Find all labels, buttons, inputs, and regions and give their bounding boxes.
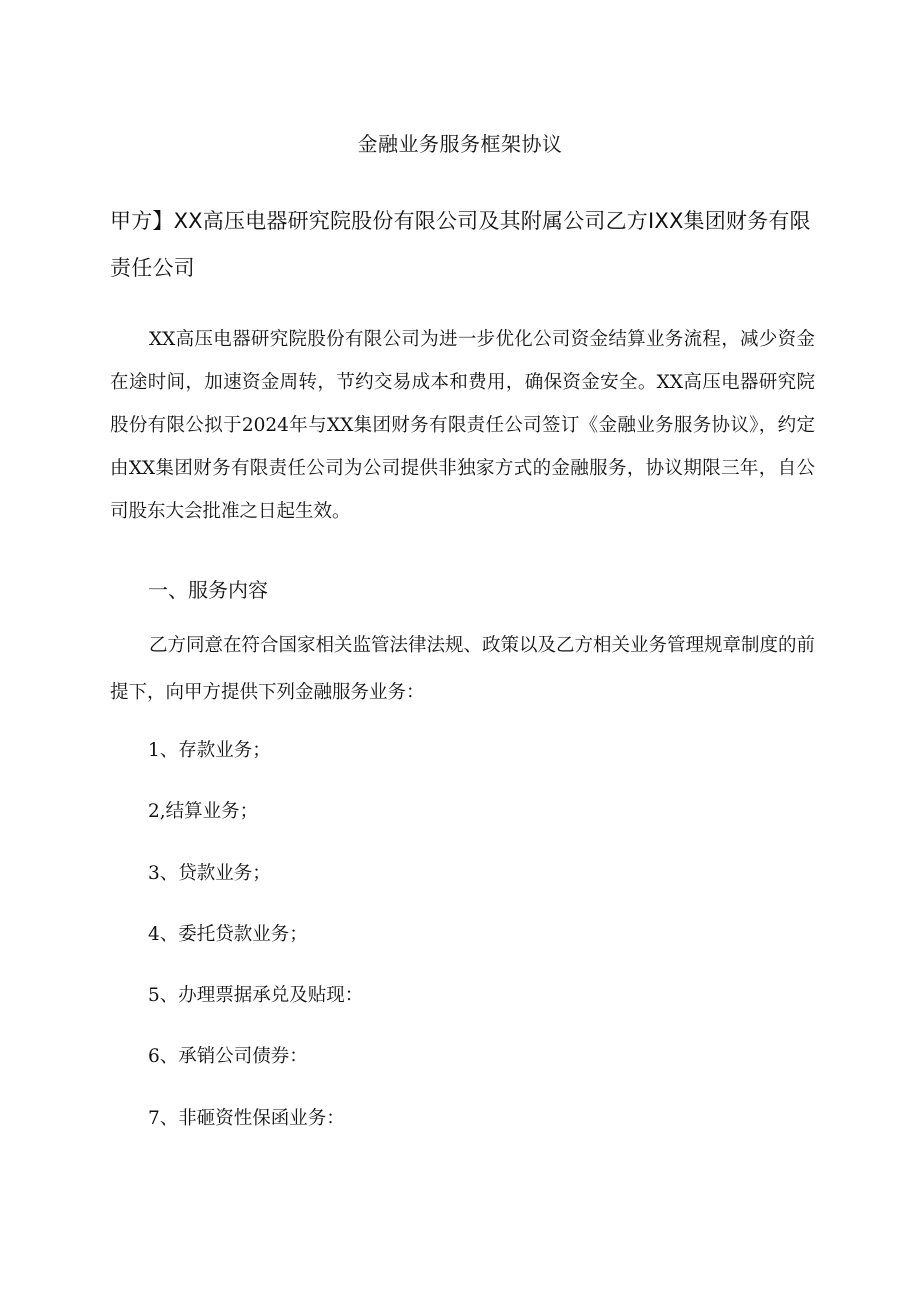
service-list-item: 7、非砸资性保函业务：	[148, 1108, 345, 1129]
service-list-item: 4、委托贷款业务；	[148, 924, 308, 945]
service-list-item: 3、贷款业务；	[148, 863, 271, 884]
service-list-item: 2,结算业务；	[148, 801, 259, 822]
parties-line: 甲方】XX高压电器研究院股份有限公司及其附属公司乙方IXX集团财务有限责任公司	[110, 209, 811, 280]
document-title: 金融业务服务框架协议	[357, 132, 563, 156]
service-list-item: 5、办理票据承兑及贴现：	[148, 985, 364, 1006]
section-heading-service-content: 一、服务内容	[148, 578, 268, 602]
agreement-paragraph: 乙方同意在符合国家相关监管法律法规、政策以及乙方相关业务管理规章制度的前提下，向甲方提供下列金融服务业务：	[110, 635, 816, 703]
service-list-item: 1、存款业务；	[148, 740, 271, 761]
service-list-item: 6、承销公司债券：	[148, 1046, 308, 1067]
intro-paragraph: XX高压电器研究院股份有限公司为进一步优化公司资金结算业务流程，减少资金在途时间，加速资金周转，节约交易成本和费用，确保资金安全。XX高压电器研究院股份有限公拟于2024年与XX集团财务有限责任公司签订《金融业务服务协议》，约定由XX集团财务有限责任公司为公司提供非独家方式的金融服务，协议期限三年，自公司股东大会批准之日起生效。	[110, 329, 815, 522]
